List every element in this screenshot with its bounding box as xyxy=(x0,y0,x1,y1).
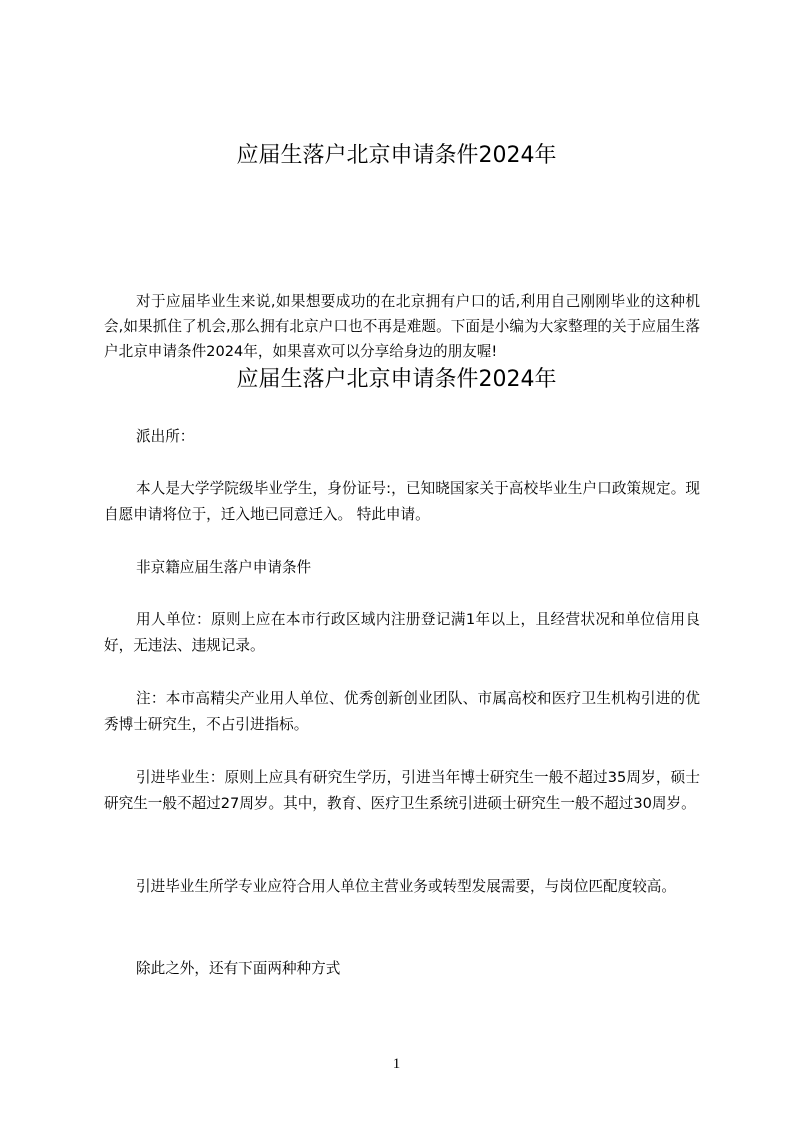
note-paragraph: 注：本市高精尖产业用人单位、优秀创新创业团队、市属高校和医疗卫生机构引进的优秀博士研究生，不占引进指标。 xyxy=(104,690,700,733)
page-number: 1 xyxy=(392,1056,401,1072)
application-statement-paragraph: 本人是大学学院级毕业学生，身份证号:，已知晓国家关于高校毕业生户口政策规定。现自愿申请将位于，迁入地已同意迁入。 特此申请。 xyxy=(104,480,700,523)
section-heading: 非京籍应届生落户申请条件 xyxy=(136,559,312,576)
employer-requirement-paragraph: 用人单位：原则上应在本市行政区域内注册登记满1年以上，且经营状况和单位信用良好，无违法、违规记录。 xyxy=(104,611,700,654)
graduate-requirement-paragraph: 引进毕业生：原则上应具有研究生学历，引进当年博士研究生一般不超过35周岁，硕士研究生一般不超过27周岁。其中，教育、医疗卫生系统引进硕士研究生一般不超过30周岁。 xyxy=(104,769,700,812)
addressee-line: 派出所： xyxy=(136,428,195,445)
other-methods-paragraph: 除此之外，还有下面两种种方式 xyxy=(136,960,341,977)
document-subtitle: 应届生落户北京申请条件2024年 xyxy=(236,367,557,392)
intro-paragraph: 对于应届毕业生来说,如果想要成功的在北京拥有户口的话,利用自己刚刚毕业的这种机会,如果抓住了机会,那么拥有北京户口也不再是难题。下面是小编为大家整理的关于应届生落户北京申请条件2024年，如果喜欢可以分享给身边的朋友喔! xyxy=(104,293,700,360)
major-requirement-paragraph: 引进毕业生所学专业应符合用人单位主营业务或转型发展需要，与岗位匹配度较高。 xyxy=(136,878,676,895)
document-title: 应届生落户北京申请条件2024年 xyxy=(236,143,557,168)
